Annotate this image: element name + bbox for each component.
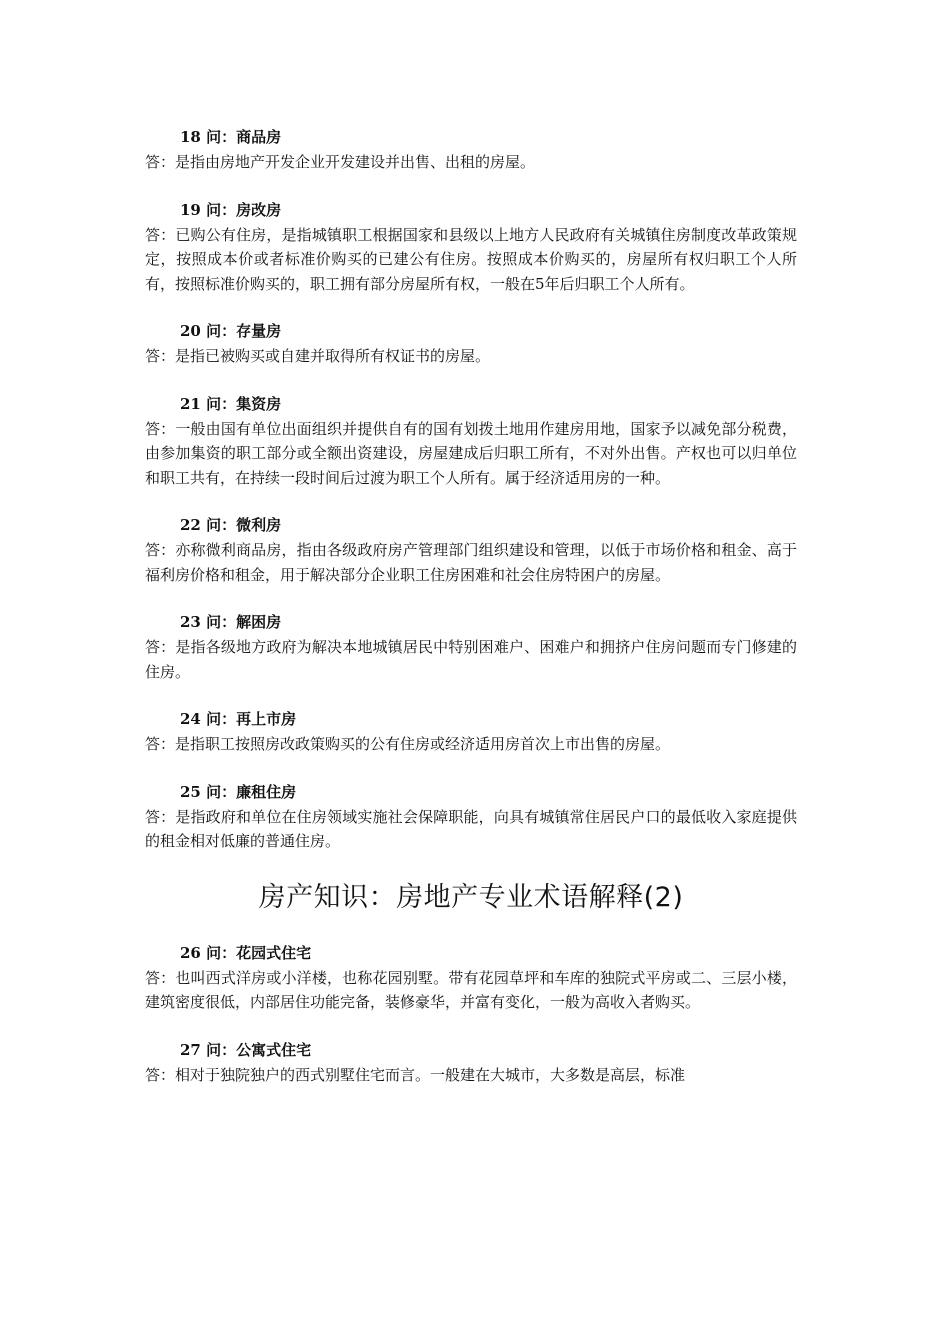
qa-item xyxy=(145,124,797,175)
question-heading: 21 问：集资房 xyxy=(180,394,282,413)
answer-text: 答：也叫西式洋房或小洋楼，也称花园别墅。带有花园草坪和车库的独院式平房或二、三层小楼，建筑密度很低，内部居住功能完备，装修豪华，并富有变化，一般为高收入者购买。 xyxy=(145,968,797,1011)
qa-item xyxy=(145,1037,797,1088)
question-heading: 24 问：再上市房 xyxy=(180,710,297,728)
answer-text: 答：是指由房地产开发企业开发建设并出售、出租的房屋。 xyxy=(145,153,536,171)
section-title: 房产知识：房地产专业术语解释(2) xyxy=(258,881,684,913)
qa-item xyxy=(145,609,797,684)
qa-item xyxy=(145,197,797,297)
answer-text: 答：相对于独院独户的西式别墅住宅而言。一般建在大城市，大多数是高层，标准 xyxy=(145,1065,686,1084)
answer-text: 答：已购公有住房，是指城镇职工根据国家和县级以上地方人民政府有关城镇住房制度改革政策规定，按照成本价或者标准价购买的已建公有住房。按照成本价购买的，房屋所有权归职工个人所有，按照标准价购买的，职工拥有部分房屋所有权，一般在5年后归职工个人所有。 xyxy=(145,225,797,293)
question-heading: 27 问：公寓式住宅 xyxy=(180,1040,312,1059)
answer-text: 答：亦称微利商品房，指由各级政府房产管理部门组织建设和管理，以低于市场价格和租金、高于福利房价格和租金，用于解决部分企业职工住房困难和社会住房特困户的房屋。 xyxy=(145,541,797,584)
answer-text: 答：是指已被购买或自建并取得所有权证书的房屋。 xyxy=(145,347,491,365)
qa-item xyxy=(145,391,797,491)
qa-item xyxy=(145,940,797,1015)
answer-text: 答：是指政府和单位在住房领域实施社会保障职能，向具有城镇常住居民户口的最低收入家庭提供的租金相对低廉的普通住房。 xyxy=(145,807,797,850)
question-heading: 26 问：花园式住宅 xyxy=(180,943,312,962)
question-heading: 23 问：解困房 xyxy=(180,613,282,631)
question-heading: 20 问：存量房 xyxy=(180,322,282,340)
qa-item xyxy=(145,779,797,854)
answer-text: 答：一般由国有单位出面组织并提供自有的国有划拨土地用作建房用地，国家予以减免部分税费，由参加集资的职工部分或全额出资建设，房屋建成后归职工所有，不对外出售。产权也可以归单位和职工共有，在持续一段时间后过渡为职工个人所有。属于经济适用房的一种。 xyxy=(145,419,797,487)
qa-item xyxy=(145,512,797,587)
answer-text: 答：是指职工按照房改政策购买的公有住房或经济适用房首次上市出售的房屋。 xyxy=(145,735,671,753)
answer-text: 答：是指各级地方政府为解决本地城镇居民中特别困难户、困难户和拥挤户住房问题而专门修建的住房。 xyxy=(145,638,797,681)
question-heading: 19 问：房改房 xyxy=(180,200,282,219)
question-heading: 25 问：廉租住房 xyxy=(180,782,297,801)
question-heading: 18 问：商品房 xyxy=(180,128,282,146)
question-heading: 22 问：微利房 xyxy=(180,516,282,534)
document-page xyxy=(145,124,797,1109)
qa-item xyxy=(145,318,797,369)
qa-item xyxy=(145,706,797,757)
